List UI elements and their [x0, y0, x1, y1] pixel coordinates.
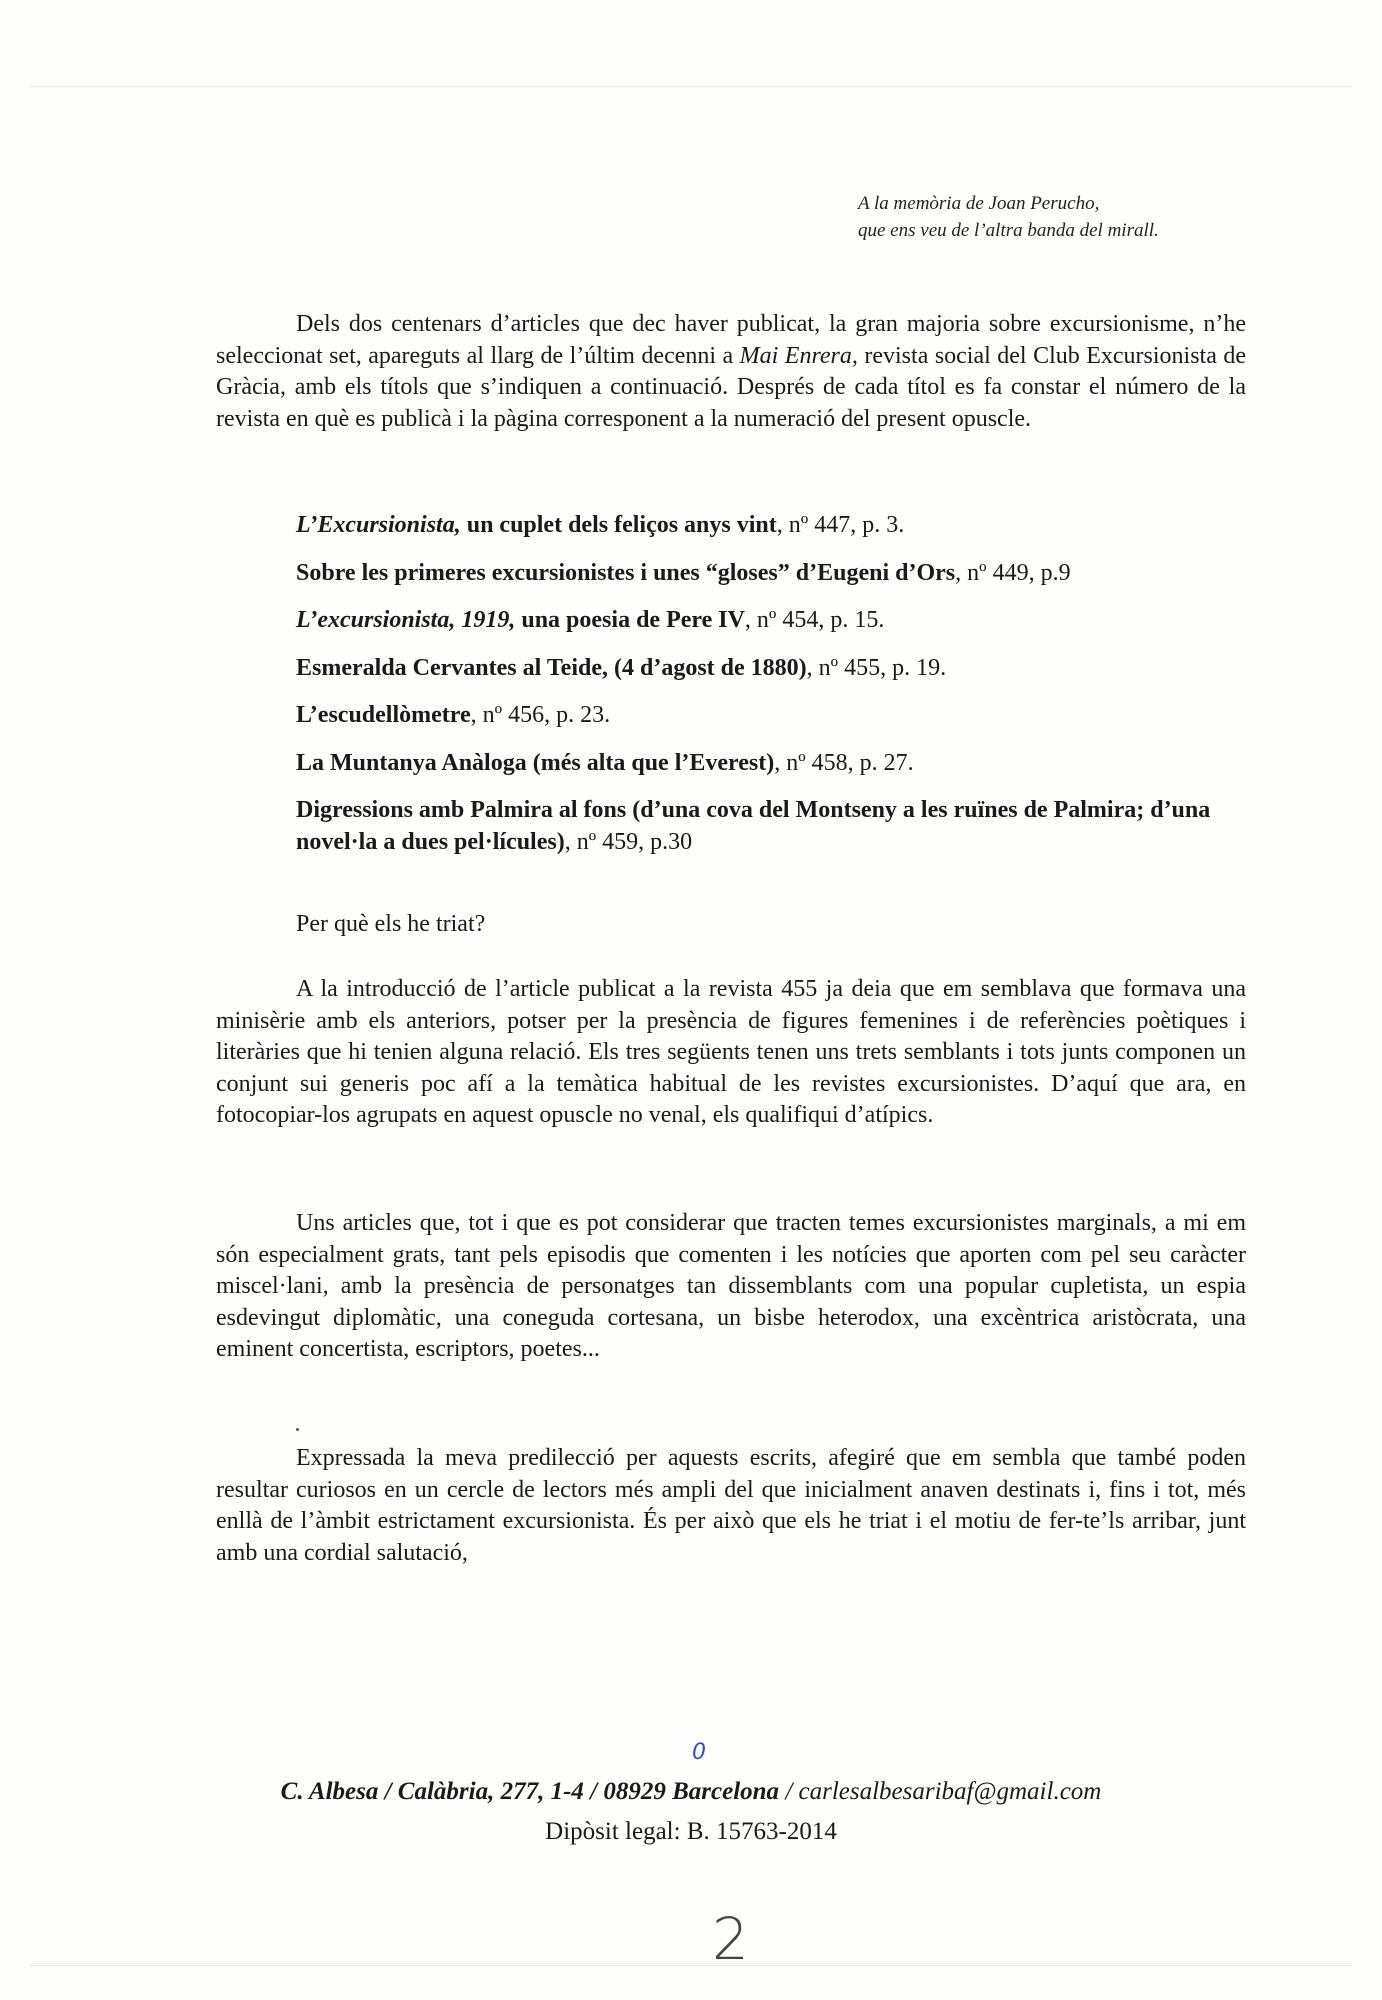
article-reference: , nº 454, p. 15. — [744, 607, 885, 633]
body-paragraph: Uns articles que, tot i que es pot considerar que tracten temes excursionistes marginals, a mi em són especialment grats, tant pels episodis que comenten i les notícies que aporten com pel seu caràcter miscel·lani, amb la presència de personatges tan dissemblants com una popular cupletista, un espia esdevingut diplomàtic, una coneguda cortesana, un bisbe heterodox, una excèntrica aristòcrata, una eminent concertista, escriptors, poetes... — [216, 1210, 1246, 1362]
article-reference: , nº 447, p. 3. — [776, 512, 905, 538]
article-reference: , nº 455, p. 19. — [806, 654, 947, 681]
article-title-bold: La Muntanya Anàloga (més alta que l’Everest) — [296, 749, 775, 776]
article-title-item — [296, 558, 1256, 590]
scan-artifact-line — [30, 86, 1352, 87]
footer-address-main: C. Albesa / Calàbria, 277, 1-4 / 08929 Barcelona — [280, 1778, 780, 1805]
stray-mark — [296, 1428, 299, 1431]
footer-email: / carlesalbesaribaf@gmail.com — [779, 1778, 1102, 1805]
magazine-title: Mai Enrera, — [739, 342, 858, 369]
article-title-bold: Digressions amb Palmira al fons (d’una cova del Montseny a les ruïnes de Palmira; d’una novel·la a dues pel·lícules) — [296, 797, 1211, 855]
article-reference: , nº 449, p.9 — [955, 559, 1071, 586]
article-reference: , nº 459, p.30 — [564, 828, 693, 855]
page-number: 2 — [712, 1905, 749, 1973]
body-paragraph: Expressada la meva predilecció per aquests escrits, afegiré que em sembla que també poden resultar curiosos en un cercle de lectors més ampli del que inicialment anaven destinats i, fins i tot, més enllà de l’àmbit estrictament excursionista. És per això que els he triat i el motiu de fer-te’ls arribar, junt amb una cordial salutació, — [216, 1445, 1246, 1566]
dedication-line-2: que ens veu de l’altra banda del mirall. — [858, 220, 1159, 241]
section-question: Per què els he triat? — [296, 911, 486, 937]
article-title-bold: un cuplet dels feliços anys vint — [460, 512, 777, 538]
article-title-bold: Sobre les primeres excursionistes i unes “gloses” d’Eugeni d’Ors — [296, 559, 956, 586]
article-title-item — [296, 510, 1256, 542]
handwritten-correction: 0 — [692, 1740, 706, 1765]
dedication — [858, 190, 1278, 244]
article-reference: , nº 456, p. 23. — [470, 702, 611, 728]
dedication-line-1: A la memòria de Joan Perucho, — [858, 193, 1100, 214]
article-title-bold: una poesia de Pere IV — [515, 607, 745, 633]
legal-deposit: Dipòsit legal: B. 15763-2014 — [545, 1818, 837, 1845]
article-title-bold: L’escudellòmetre — [296, 702, 471, 728]
article-title-list — [296, 510, 1256, 874]
footer-address — [0, 1775, 1382, 1809]
article-title-item — [296, 700, 1256, 732]
article-reference: , nº 458, p. 27. — [774, 749, 914, 776]
intro-text-end: revista social del Club Excursionista de Gràcia, amb els títols que s’indiquen a continuació. Després de cada títol es fa constar el número de la revista en què es publicà i la pàgina corresponent a la numeració del present opuscle. — [216, 342, 1246, 432]
article-title-italic: L’Excursionista, — [296, 512, 461, 538]
scan-artifact-line — [30, 1965, 1352, 1966]
article-title-bold: Esmeralda Cervantes al Teide, (4 d’agost de 1880) — [296, 654, 807, 681]
body-paragraph: A la introducció de l’article publicat a la revista 455 ja deia que em semblava que formava una minisèrie amb els anteriors, potser per la presència de figures femenines i de referències poètiques i literàries que hi tenien alguna relació. Els tres següents tenen uns trets semblants i tots junts componen un conjunt sui generis poc afí a la temàtica habitual de les revistes excursionistes. D’aquí que ara, en fotocopiar-los agrupats en aquest opuscle no venal, els qualifiqui d’atípics. — [216, 976, 1246, 1128]
article-title-item — [296, 748, 1256, 780]
intro-paragraph — [216, 309, 1246, 435]
intro-text-start: Dels dos centenars d’articles que dec haver publicat, la gran majoria sobre excursionisme, n’he seleccionat set, apareguts al llarg de l’últim decenni a — [216, 311, 1246, 369]
article-title-item — [296, 795, 1256, 858]
article-title-italic: L’excursionista, 1919, — [296, 607, 516, 633]
article-title-item — [296, 605, 1256, 637]
article-title-item — [296, 653, 1256, 685]
